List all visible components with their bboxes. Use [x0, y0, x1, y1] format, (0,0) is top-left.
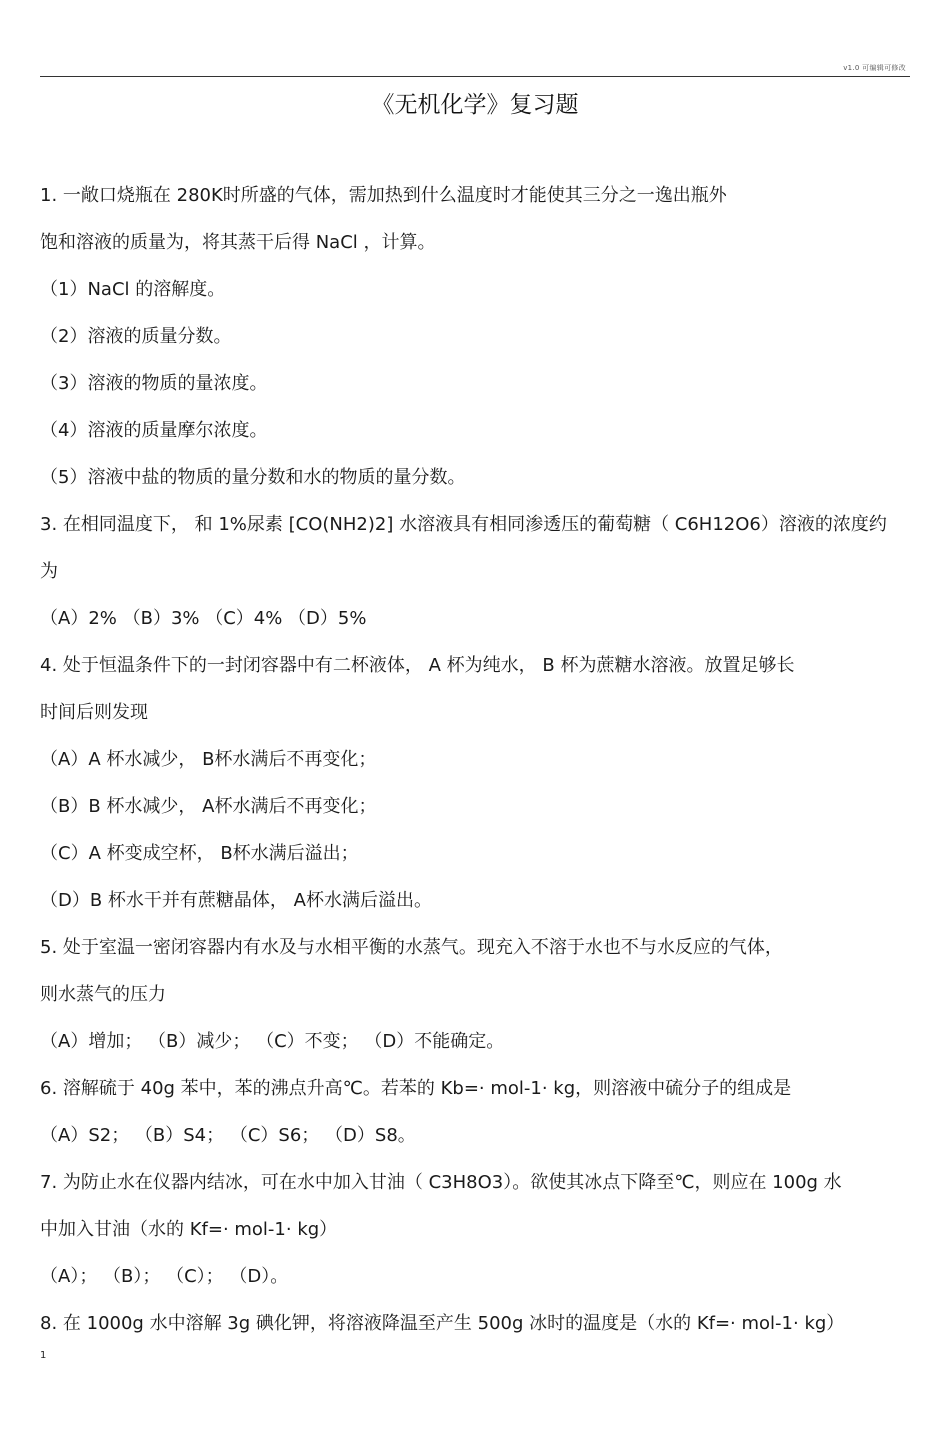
question-3-line-2: 为 — [40, 561, 58, 582]
question-5-line-1: 5. 处于室温一密闭容器内有水及与水相平衡的水蒸气。现充入不溶于水也不与水反应的气体， — [40, 937, 783, 958]
sub-question-2: （2）溶液的质量分数。 — [40, 326, 232, 347]
question-4-line-2: 时间后则发现 — [40, 702, 148, 723]
question-7-options: （A）； （B）； （C）； （D）。 — [40, 1266, 289, 1287]
question-4-option-d: （D）B 杯水干并有蔗糖晶体， A杯水满后溢出。 — [40, 890, 432, 911]
question-2-stem: 饱和溶液的质量为，将其蒸干后得 NaCl ，计算。 — [40, 232, 436, 253]
question-4-option-c: （C）A 杯变成空杯， B杯水满后溢出； — [40, 843, 359, 864]
sub-question-4: （4）溶液的质量摩尔浓度。 — [40, 420, 268, 441]
sub-question-3: （3）溶液的物质的量浓度。 — [40, 373, 268, 394]
question-4-option-b: （B）B 杯水减少， A杯水满后不再变化； — [40, 796, 377, 817]
question-4-option-a: （A）A 杯水减少， B杯水满后不再变化； — [40, 749, 377, 770]
question-1-line-1: 1. 一敞口烧瓶在 280K时所盛的气体，需加热到什么温度时才能使其三分之一逸出瓶外 — [40, 185, 727, 206]
page-number: 1 — [40, 1350, 47, 1361]
header-version-note: v1.0 可编辑可修改 — [843, 64, 906, 72]
question-6-line-1: 6. 溶解硫于 40g 苯中，苯的沸点升高℃。若苯的 Kb=· mol-1· kg，则溶液中硫分子的组成是 — [40, 1078, 792, 1099]
question-list — [40, 176, 912, 1351]
page-title: 《无机化学》复习题 — [371, 92, 579, 118]
question-6-options: （A）S2； （B）S4； （C）S6； （D）S8。 — [40, 1125, 416, 1146]
sub-question-5: （5）溶液中盐的物质的量分数和水的物质的量分数。 — [40, 467, 466, 488]
sub-question-1: （1）NaCl 的溶解度。 — [40, 279, 226, 300]
question-7-line-1: 7. 为防止水在仪器内结冰，可在水中加入甘油（ C3H8O3）。欲使其冰点下降至℃，则应在 100g 水 — [40, 1172, 842, 1193]
question-5-line-2: 则水蒸气的压力 — [40, 984, 166, 1005]
question-4-line-1: 4. 处于恒温条件下的一封闭容器中有二杯液体， A 杯为纯水， B 杯为蔗糖水溶液。放置足够长 — [40, 655, 795, 676]
header-divider — [40, 76, 910, 77]
question-5-options: （A）增加； （B）减少； （C）不变； （D）不能确定。 — [40, 1031, 505, 1052]
question-8-line-1: 8. 在 1000g 水中溶解 3g 碘化钾，将溶液降温至产生 500g 冰时的温度是（水的 Kf=· mol-1· kg） — [40, 1313, 845, 1334]
question-3-options: （A）2% （B）3% （C）4% （D）5% — [40, 608, 367, 629]
question-3-line-1: 3. 在相同温度下， 和 1%尿素 [CO(NH2)2] 水溶液具有相同渗透压的葡萄糖（ C6H12O6）溶液的浓度约 — [40, 514, 887, 535]
question-7-line-2: 中加入甘油（水的 Kf=· mol-1· kg） — [40, 1219, 338, 1240]
